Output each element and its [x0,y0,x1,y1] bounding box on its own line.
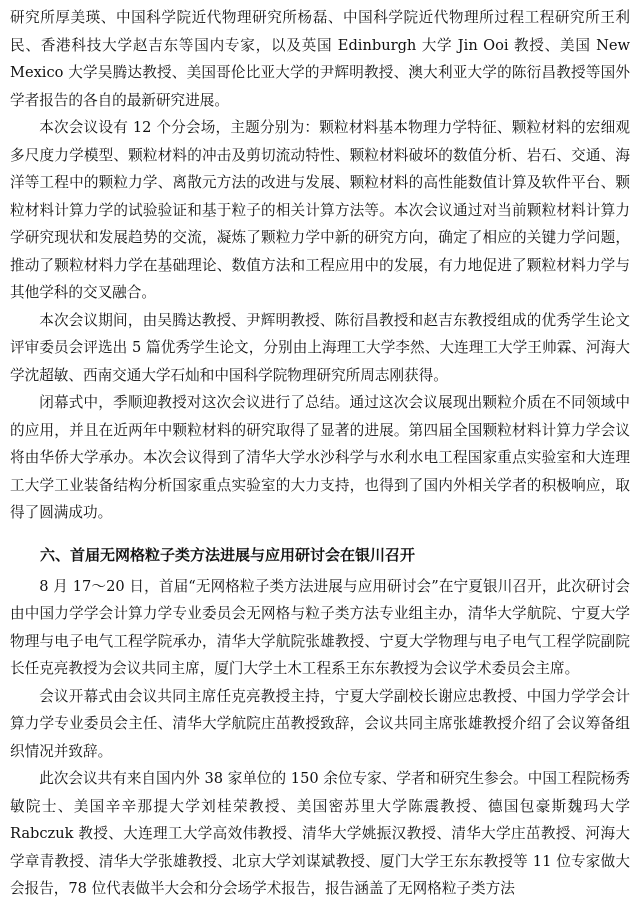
paragraph-6: 会议开幕式由会议共同主席任克亮教授主持，宁夏大学副校长谢应忠教授、中国力学学会计算力学专业委员会主任、清华大学航院庄茁教授致辞，会议共同主席张雄教授介绍了会议筹备组织情况并致辞。 [10,687,630,760]
paragraph-3: 本次会议期间，由吴腾达教授、尹辉明教授、陈衍昌教授和赵吉东教授组成的优秀学生论文评审委员会评选出 5 篇优秀学生论文，分别由上海理工大学李然、大连理工大学王帅霖、河海大学沈超敏、西南交通大学石灿和中国科学院物理研究所周志刚获得。 [10,311,630,384]
paragraph-5: 8 月 17～20 日，首届“无网格粒子类方法进展与应用研讨会”在宁夏银川召开，此次研讨会由中国力学学会计算力学专业委员会无网格与粒子类方法专业组主办，清华大学航院、宁夏大学物理与电子电气工程学院承办，清华大学航院张雄教授、宁夏大学物理与电子电气工程学院副院长任克亮教授为会议共同主席，厦门大学土木工程系王东东教授为会议学术委员会主席。 [10,577,630,677]
paragraph-7: 此次会议共有来自国内外 38 家单位的 150 余位专家、学者和研究生参会。中国工程院杨秀敏院士、美国辛辛那提大学刘桂荣教授、美国密苏里大学陈震教授、德国包豪斯魏玛大学 Rabczuk 教授、大连理工大学高效伟教授、清华大学姚振汉教授、清华大学庄茁教授、河海大学章青教授、清华大学张雄教授、北京大学刘谋斌教授、厦门大学王东东教授等 11 位专家做大会报告，78 位代表做半大会和分会场学术报告，报告涵盖了无网格粒子类方法 [10,770,630,897]
section-heading: 六、首届无网格粒子类方法进展与应用研讨会在银川召开 [40,545,416,564]
paragraph-1: 研究所厚美瑛、中国科学院近代物理研究所杨磊、中国科学院近代物理所过程工程研究所王利民、香港科技大学赵吉东等国内专家，以及英国 Edinburgh 大学 Jin Ooi 教授、美国 New Mexico 大学吴腾达教授、美国哥伦比亚大学的尹辉明教授、澳大利亚大学的陈衍昌教授等国外学者报告的各自的最新研究进展。 [10,9,630,109]
paragraph-4: 闭幕式中，季顺迎教授对这次会议进行了总结。通过这次会议展现出颗粒介质在不同领域中的应用，并且在近两年中颗粒材料的研究取得了显著的进展。第四届全国颗粒材料计算力学会议将由华侨大学承办。本次会议得到了清华大学水沙科学与水利水电工程国家重点实验室和大连理工大学工业装备结构分析国家重点实验室的大力支持，也得到了国内外相关学者的积极响应，取得了圆满成功。 [10,394,630,521]
paragraph-2: 本次会议设有 12 个分会场，主题分别为：颗粒材料基本物理力学特征、颗粒材料的宏细观多尺度力学模型、颗粒材料的冲击及剪切流动特性、颗粒材料破坏的数值分析、岩石、交通、海洋等工程中的颗粒力学、离散元方法的改进与发展、颗粒材料的高性能数值计算及软件平台、颗粒材料计算力学的试验验证和基于粒子的相关计算方法等。本次会议通过对当前颗粒材料计算力学研究现状和发展趋势的交流，凝炼了颗粒力学中新的研究方向，确定了相应的关键力学问题，推动了颗粒材料力学在基础理论、数值方法和工程应用中的发展，有力地促进了颗粒材料力学与其他学科的交叉融合。 [10,119,630,301]
